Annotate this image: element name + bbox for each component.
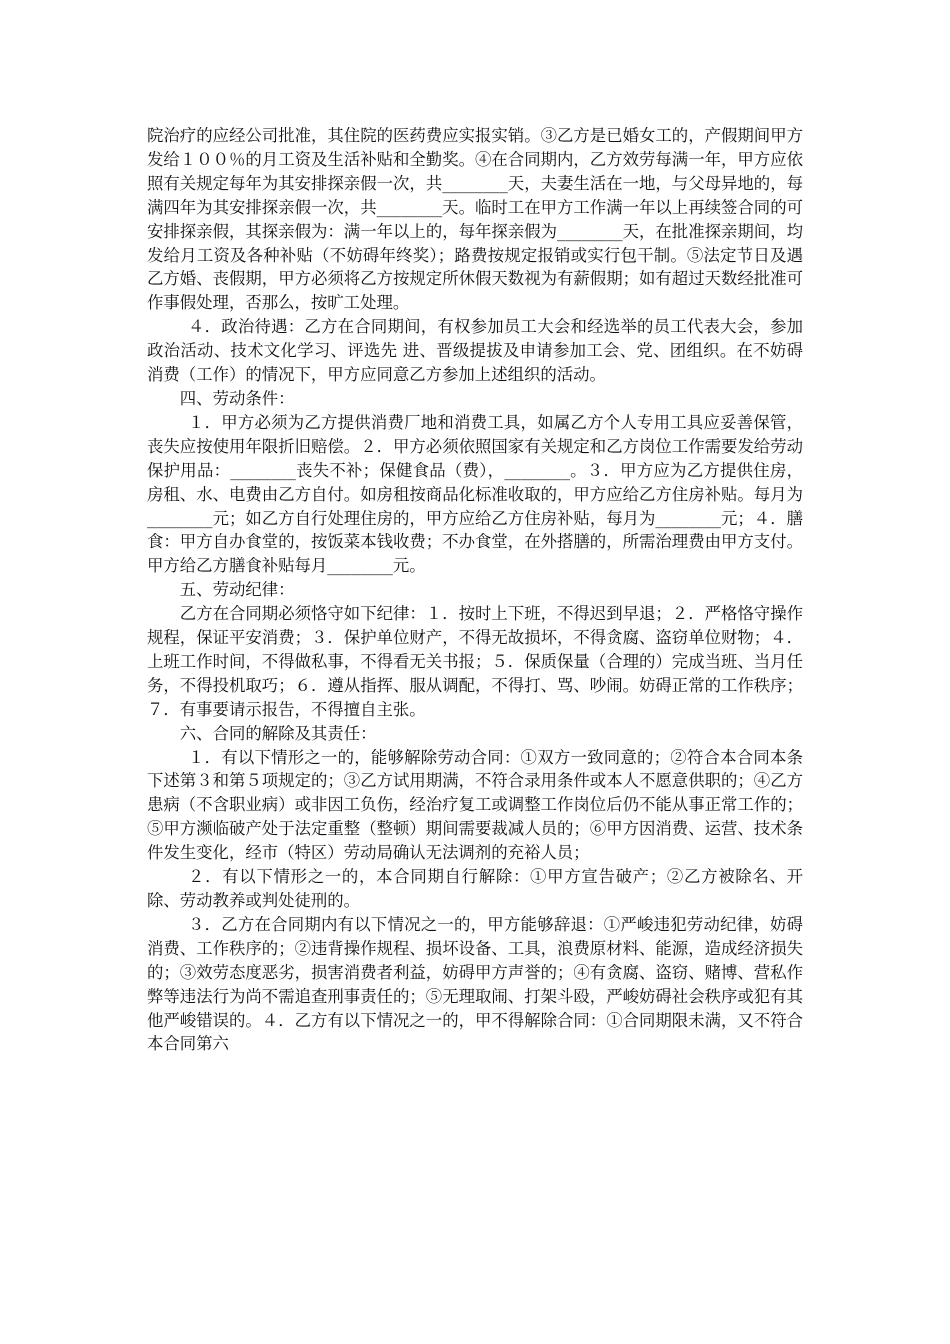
contract-body xyxy=(147,124,803,1056)
paragraph-automatic-termination: ２．有以下情形之一的，本合同期自行解除：①甲方宣告破产；②乙方被除名、开除、劳动教养或判处徒刑的。 xyxy=(147,867,803,910)
paragraph-political-treatment: ４．政治待遇：乙方在合同期间，有权参加员工大会和经选举的员工代表大会，参加政治活动、技术文化学习、评选先 进、晋级提拔及申请参加工会、党、团组织。在不妨碍消费（工作）的情况下，甲方应同意乙方参加上述组织的活动。 xyxy=(147,317,803,385)
section-heading-labor-discipline: 五、劳动纪律： xyxy=(179,580,295,600)
paragraph-termination-conditions: １．有以下情形之一的，能够解除劳动合同：①双方一致同意的；②符合本合同本条下述第３和第５项规定的；③乙方试用期满，不符合录用条件或本人不愿意供职的；④乙方患病（不含职业病）或非因工负伤，经治疗复工或调整工作岗位后仍不能从事正常工作的；⑤甲方濒临破产处于法定重整（整顿）期间需要裁减人员的；⑥甲方因消费、运营、技术条件发生变化，经市（特区）劳动局确认无法调剂的充裕人员； xyxy=(147,747,803,863)
paragraph-leave-benefits: 院治疗的应经公司批准，其住院的医药费应实报实销。③乙方是已婚女工的，产假期间甲方发给１００％的月工资及生活补贴和全勤奖。④在合同期内，乙方效劳每满一年，甲方应依照有关规定每年为其安排探亲假一次，共________天，夫妻生活在一地，与父母异地的，每满四年为其安排探亲假一次，共________天。临时工在甲方工作满一年以上再续签合同的可安排探亲假，其探亲假为：满一年以上的，每年探亲假为________天，在批准探亲期间，均发给月工资及各种补贴（不妨碍年终奖）；路费按规定报销或实行包干制。⑤法定节日及遇乙方婚、丧假期，甲方必须将乙方按规定所休假天数视为有薪假期；如有超过天数经批准可作事假处理，否那么，按旷工处理。 xyxy=(147,126,803,313)
paragraph-labor-conditions: １．甲方必须为乙方提供消费厂地和消费工具，如属乙方个人专用工具应妥善保管，丧失应按使用年限折旧赔偿。２．甲方必须依照国家有关规定和乙方岗位工作需要发给劳动保护用品：________丧失不补；保健食品（费），________。３．甲方应为乙方提供住房，房租、水、电费由乙方自付。如房租按商品化标准收取的，甲方应给乙方住房补贴。每月为________元；如乙方自行处理住房的，甲方应给乙方住房补贴，每月为________元；４．膳食：甲方自办食堂的，按饭菜本钱收费；不办食堂，在外搭膳的，所需治理费由甲方支付。甲方给乙方膳食补贴每月________元。 xyxy=(147,412,803,576)
section-heading-labor-conditions: 四、劳动条件： xyxy=(179,388,295,408)
section-heading-contract-termination: 六、合同的解除及其责任： xyxy=(179,723,377,743)
paragraph-dismissal-conditions: ３．乙方在合同期内有以下情况之一的，甲方能够辞退：①严峻违犯劳动纪律，妨碍消费、工作秩序的；②违背操作规程、损坏设备、工具，浪费原材料、能源，造成经济损失的；③效劳态度恶劣，损害消费者利益，妨碍甲方声誉的；④有贪腐、盗窃、赌博、营私作弊等违法行为尚不需追查刑事责任的；⑤无理取闹、打架斗殴，严峻妨碍社会秩序或犯有其他严峻错误的。４．乙方有以下情况之一的，甲不得解除合同：①合同期限未满，又不符合本合同第六 xyxy=(147,914,803,1054)
paragraph-labor-discipline: 乙方在合同期必须恪守如下纪律：１．按时上下班，不得迟到早退；２．严格恪守操作规程，保证平安消费；３．保护单位财产，不得无故损坏，不得贪腐、盗窃单位财物；４．上班工作时间，不得做私事，不得看无关书报；５．保质保量（合理的）完成当班、当月任务，不得投机取巧；６．遵从指挥、服从调配，不得打、骂、吵闹。妨碍正常的工作秩序；７．有事要请示报告，不得擅自主张。 xyxy=(147,604,803,719)
